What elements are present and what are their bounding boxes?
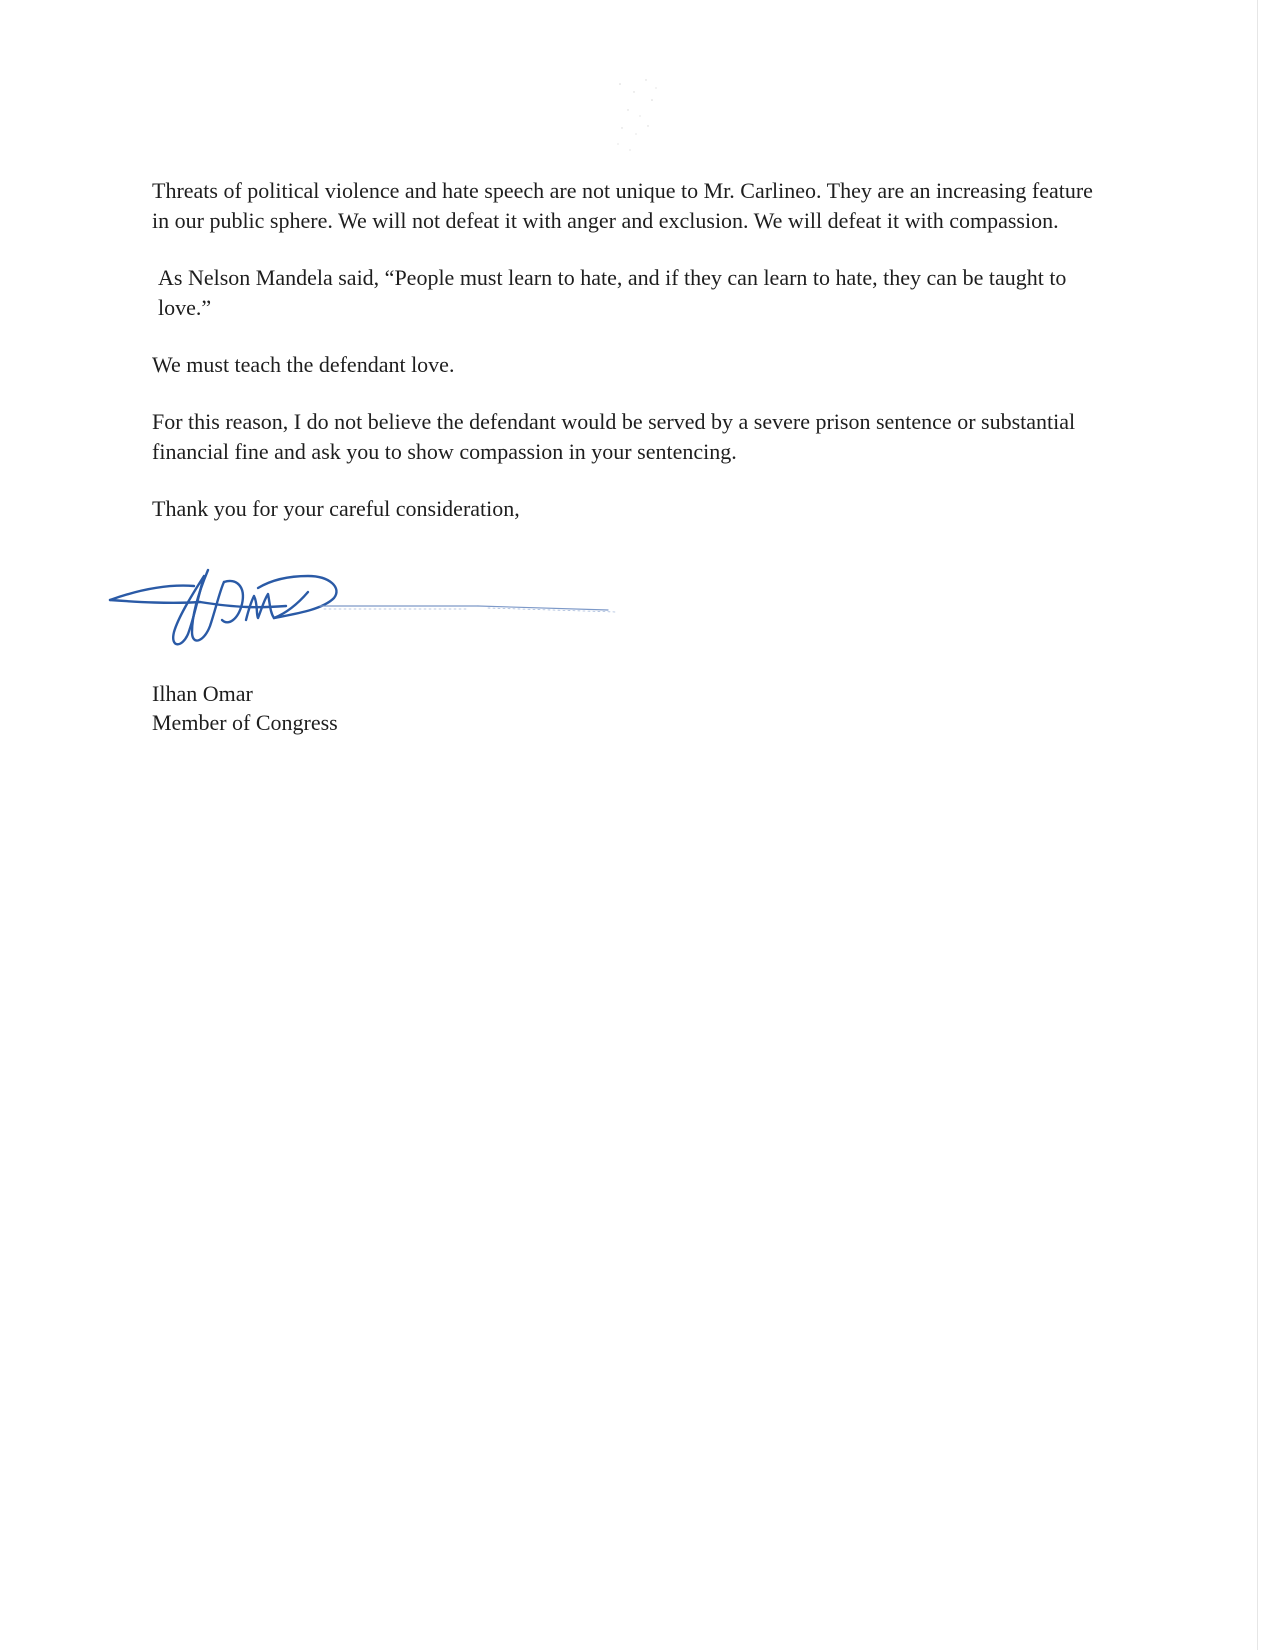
closing-line: Thank you for your careful consideration,	[152, 496, 520, 521]
handwritten-signature	[108, 568, 648, 678]
signer-name: Ilhan Omar	[152, 681, 253, 706]
paragraph-sentencing-request: For this reason, I do not believe the defendant would be served by a severe prison sentence or substantial financial fine and ask you to show compassion in your sentencing.	[152, 409, 1076, 464]
paragraph-threats: Threats of political violence and hate speech are not unique to Mr. Carlineo. They are an increasing feature in our public sphere. We will not defeat it with anger and exclusion. We will defeat it with compassion.	[152, 178, 1093, 233]
letter-body	[152, 176, 1112, 524]
signature-block	[152, 679, 338, 737]
signer-title: Member of Congress	[152, 710, 338, 735]
paragraph-mandela-quote: As Nelson Mandela said, “People must learn to hate, and if they can learn to hate, they can be taught to love.”	[158, 265, 1067, 320]
paragraph-teach-love: We must teach the defendant love.	[152, 352, 455, 377]
page-edge-shadow	[1257, 0, 1258, 1650]
scan-artifact	[600, 70, 690, 160]
